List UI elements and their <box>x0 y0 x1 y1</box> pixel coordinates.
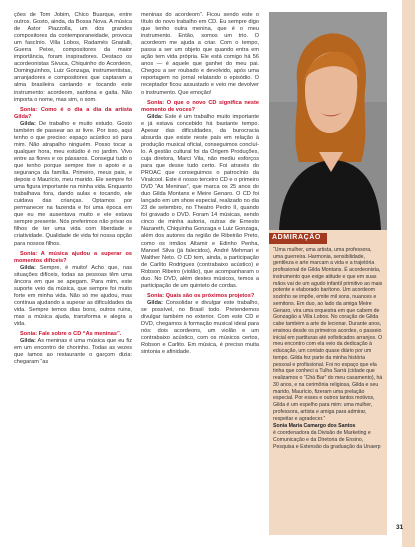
sidebar-title: ADMIRAÇÃO <box>269 233 327 244</box>
interview-answer <box>141 114 259 290</box>
interview-question: Sonia: Quais são os próximos projetos? <box>147 292 255 299</box>
speaker-label: Gilda: <box>20 120 36 127</box>
speaker-label: Gilda: <box>20 264 36 271</box>
interview-question: Sonia: O que o novo CD significa neste momento de voces? <box>141 99 259 113</box>
interview-question: Sonia: Fale sobre o CD “As meninas”. <box>20 331 122 338</box>
interview-question: Sonia: A música ajudou a superar os momentos difíceis? <box>14 250 132 264</box>
page-number: 31 <box>396 524 404 531</box>
signature-name: Sonia Maria Camargo dos Santos <box>273 423 356 430</box>
sidebar-box <box>269 230 387 535</box>
interview-answer <box>14 121 132 248</box>
speaker-label: Gilda: <box>147 113 163 120</box>
paragraph: meninas do acordeom”. Ficou sendo este o título do novo trabalho em CD. Eu sempre digo que tenho outra menina, que é o meu instrumento. Então, somos um trio. O acordeom me ajuda a criar. Com o tempo, passa a ser um objeto que quando entra em ação tem vida própria. Ele está comigo há 56 anos — é aquele que ganhei do meu pai. Chegou a ser roubado e devolvido, após uma reportagem no jornal relatando o episódio. O receptador ficou assustado e veio me devolver o instrumento. Que emoção! <box>141 12 259 96</box>
paragraph: ções de Tom Jobim, Chico Buarque, entre outros. Gosto, ainda, da Bossa Nova. A música de Astor Piazzolla, um dos grandes compositores da contemporaneidade, provoca um fascínio. Villa Lobos, Radamés Gnatalli, Guerra Peixe, compositores da maior importância, foram inspiradores. Destaco os acordeonistas Sivuca, Chiquinho do Acordeon, Dominguinhos, Luiz Gonzaga, instrumentistas, arranjadores e compositores que captaram a alma brasileira cantando e tocando este instrumento: acordeom, sanfona e gaita. Não importa o nome, mas sim, o som. <box>14 12 132 103</box>
text-column-left <box>14 12 132 366</box>
text-column-middle <box>141 12 259 356</box>
speaker-label: Gilda: <box>147 299 163 306</box>
sidebar-content <box>273 233 383 450</box>
interview-answer <box>14 265 132 328</box>
page-edge-tab <box>402 0 415 547</box>
interview-question: Sonia: Como é o dia a dia da artista Gilda? <box>14 106 132 120</box>
portrait-illustration <box>269 12 387 230</box>
sidebar-text: “Uma mulher, uma artista, uma professora, uma guerreira. Harmonia, sensibilidade, gentileza e arte marcam a vida e a trajetória profissional de Gilda Montans. É acordeonista, instrumento que exige atitude e que em suas mãos vai de um agudo infantil primitivo ao mais potente e elaborado barítono. Um acordeom sozinho se impõe, emite mil sons, nuances e semitons. Em duo, ao lado da amiga Meire Genaro, vira uma orquestra em que cabem de Gonzagão a Villa Lobos. No coração de Gilda cabe também a arte de lecionar. Durante anos, ensinou desde os primeiros acordes, o passeio inicial em partituras até sofisticados arranjos. O meu encontro com ela veio da dedicação à educação, um contato quase diário por um tempo. Gilda fez parte da minha história pessoal e profissional. Foi no espaço que ela tinha que conheci a Tulha Sarrá (cidade que realizamos o “Chá Bar” do meu casamento), há 30 anos, e na cerimônia religiosa, Gilda e seu marido, Maurício, fizeram uma prelação especial. Por esses e outros tantos motivos, Gilda é um espelho para mim: uma mulher, professora, artista e amiga para admirar, respeitar e agradecer.” <box>273 246 383 422</box>
answer-text: De trabalho e muito estudo. Gosto também de passear ao ar livre. Por isso, aqui tenho o que preciso: espaço acústico só para mim. Não atrapalho ninguém. Posso tocar a qualquer hora, meu estúdio é no jardim. Vivo entre as flores e os pássaros. Consegui tudo o que tenho porque sempre tive o apoio e a segurança da família. Primeiro, meus pais, e depois o Maurício, meu marido. Ele sempre foi uma figura importante na minha vida. Enquanto trabalhava fora, dando aulas e tocando, ele cuidava das crianças. Optamos por permanecer na fazenda e foi uma época em que eu me ausentava muito e ele estava sempre presente. Nós preferimos não privar os filhos de ter uma vida com liberdade e criatividade. Qualidade de vida foi nossa opção para nossos filhos. <box>14 120 132 247</box>
interview-answer <box>141 300 259 356</box>
speaker-label: Gilda: <box>20 338 36 345</box>
answer-text: Consolidar e divulgar este trabalho, se possível, no Brasil todo. Pretendemos divulgar também no exterior. Com este CD e DVD, chegamos à formação musical ideal para nós: dois acordeons, um violão e um contrabaixo acústico, com os músicos certos, Robson e Carlito. Em música, é preciso muita sintonia e afinidade. <box>141 299 259 356</box>
answer-text: As meninas é uma música que eu fiz em um encontro de chorinho. Todas as vezes que íamos ao restaurante o garçom dizia: chegaram “as <box>14 338 132 366</box>
signature-description: é coordenadora da Divisão de Marketing e Comunicação e da Diretoria de Ensino, Pesquisa e Extensão da graduação da Unaerp <box>273 430 381 450</box>
interview-answer <box>14 338 132 366</box>
answer-text: Este é um trabalho muito importante e já estava concebido há bastante tempo. Apesar das dificuldades, da burocracia absurda que existe neste país em relação à produção musical oficial, conseguimos concluí-lo. A gestão cultural foi da Origem Produções, cuja diretora, Marci Vila, não mediu esforços para que desse tudo certo. Foi através do PROAC que conseguimos o patrocínio da Viralcool. Este é nosso terceiro CD e o primeiro DVD “As Meninas”, que marca os 25 anos do duo Gilda Montans e Meire Genaro. O CD foi lançado em um show especial, realizado no dia 23 de setembro, no Theatro Pedro II, quando foi gravado o DVD. Foram 14 músicas, sendo cinco de minha autoria, outras de Ernesto Nazareth, Chiquinha Gonzaga e Luiz Gonzaga, além dos autores da região de Ribeirão Preto, como os irmãos Altamir e Edinho Penha, Manoel Silva (já falecidos), André Mehmari e Walther Neto. O CD tem, ainda, a participação de Carlito Rodrigues (contrabaixo acústico) e Robson Ribeiro (violão), que acompanharam o duo. No DVD, além destes músicos, temos a participação de um quinteto de cordas. <box>141 113 259 289</box>
answer-text: Sempre, é muito! Acho que, nas situações difíceis, todas as pessoas têm uma âncora em que se apegam. Para mim, este suporte veio da música, que sempre foi muito forte em minha vida. Não só me ajudou, mas continua ajudando a superar as dificuldades da vida. Sempre temos dias bons, outros ruins, mas a música ajuda, transforma e alegra a vida. <box>14 264 132 328</box>
portrait-photo <box>269 12 387 230</box>
